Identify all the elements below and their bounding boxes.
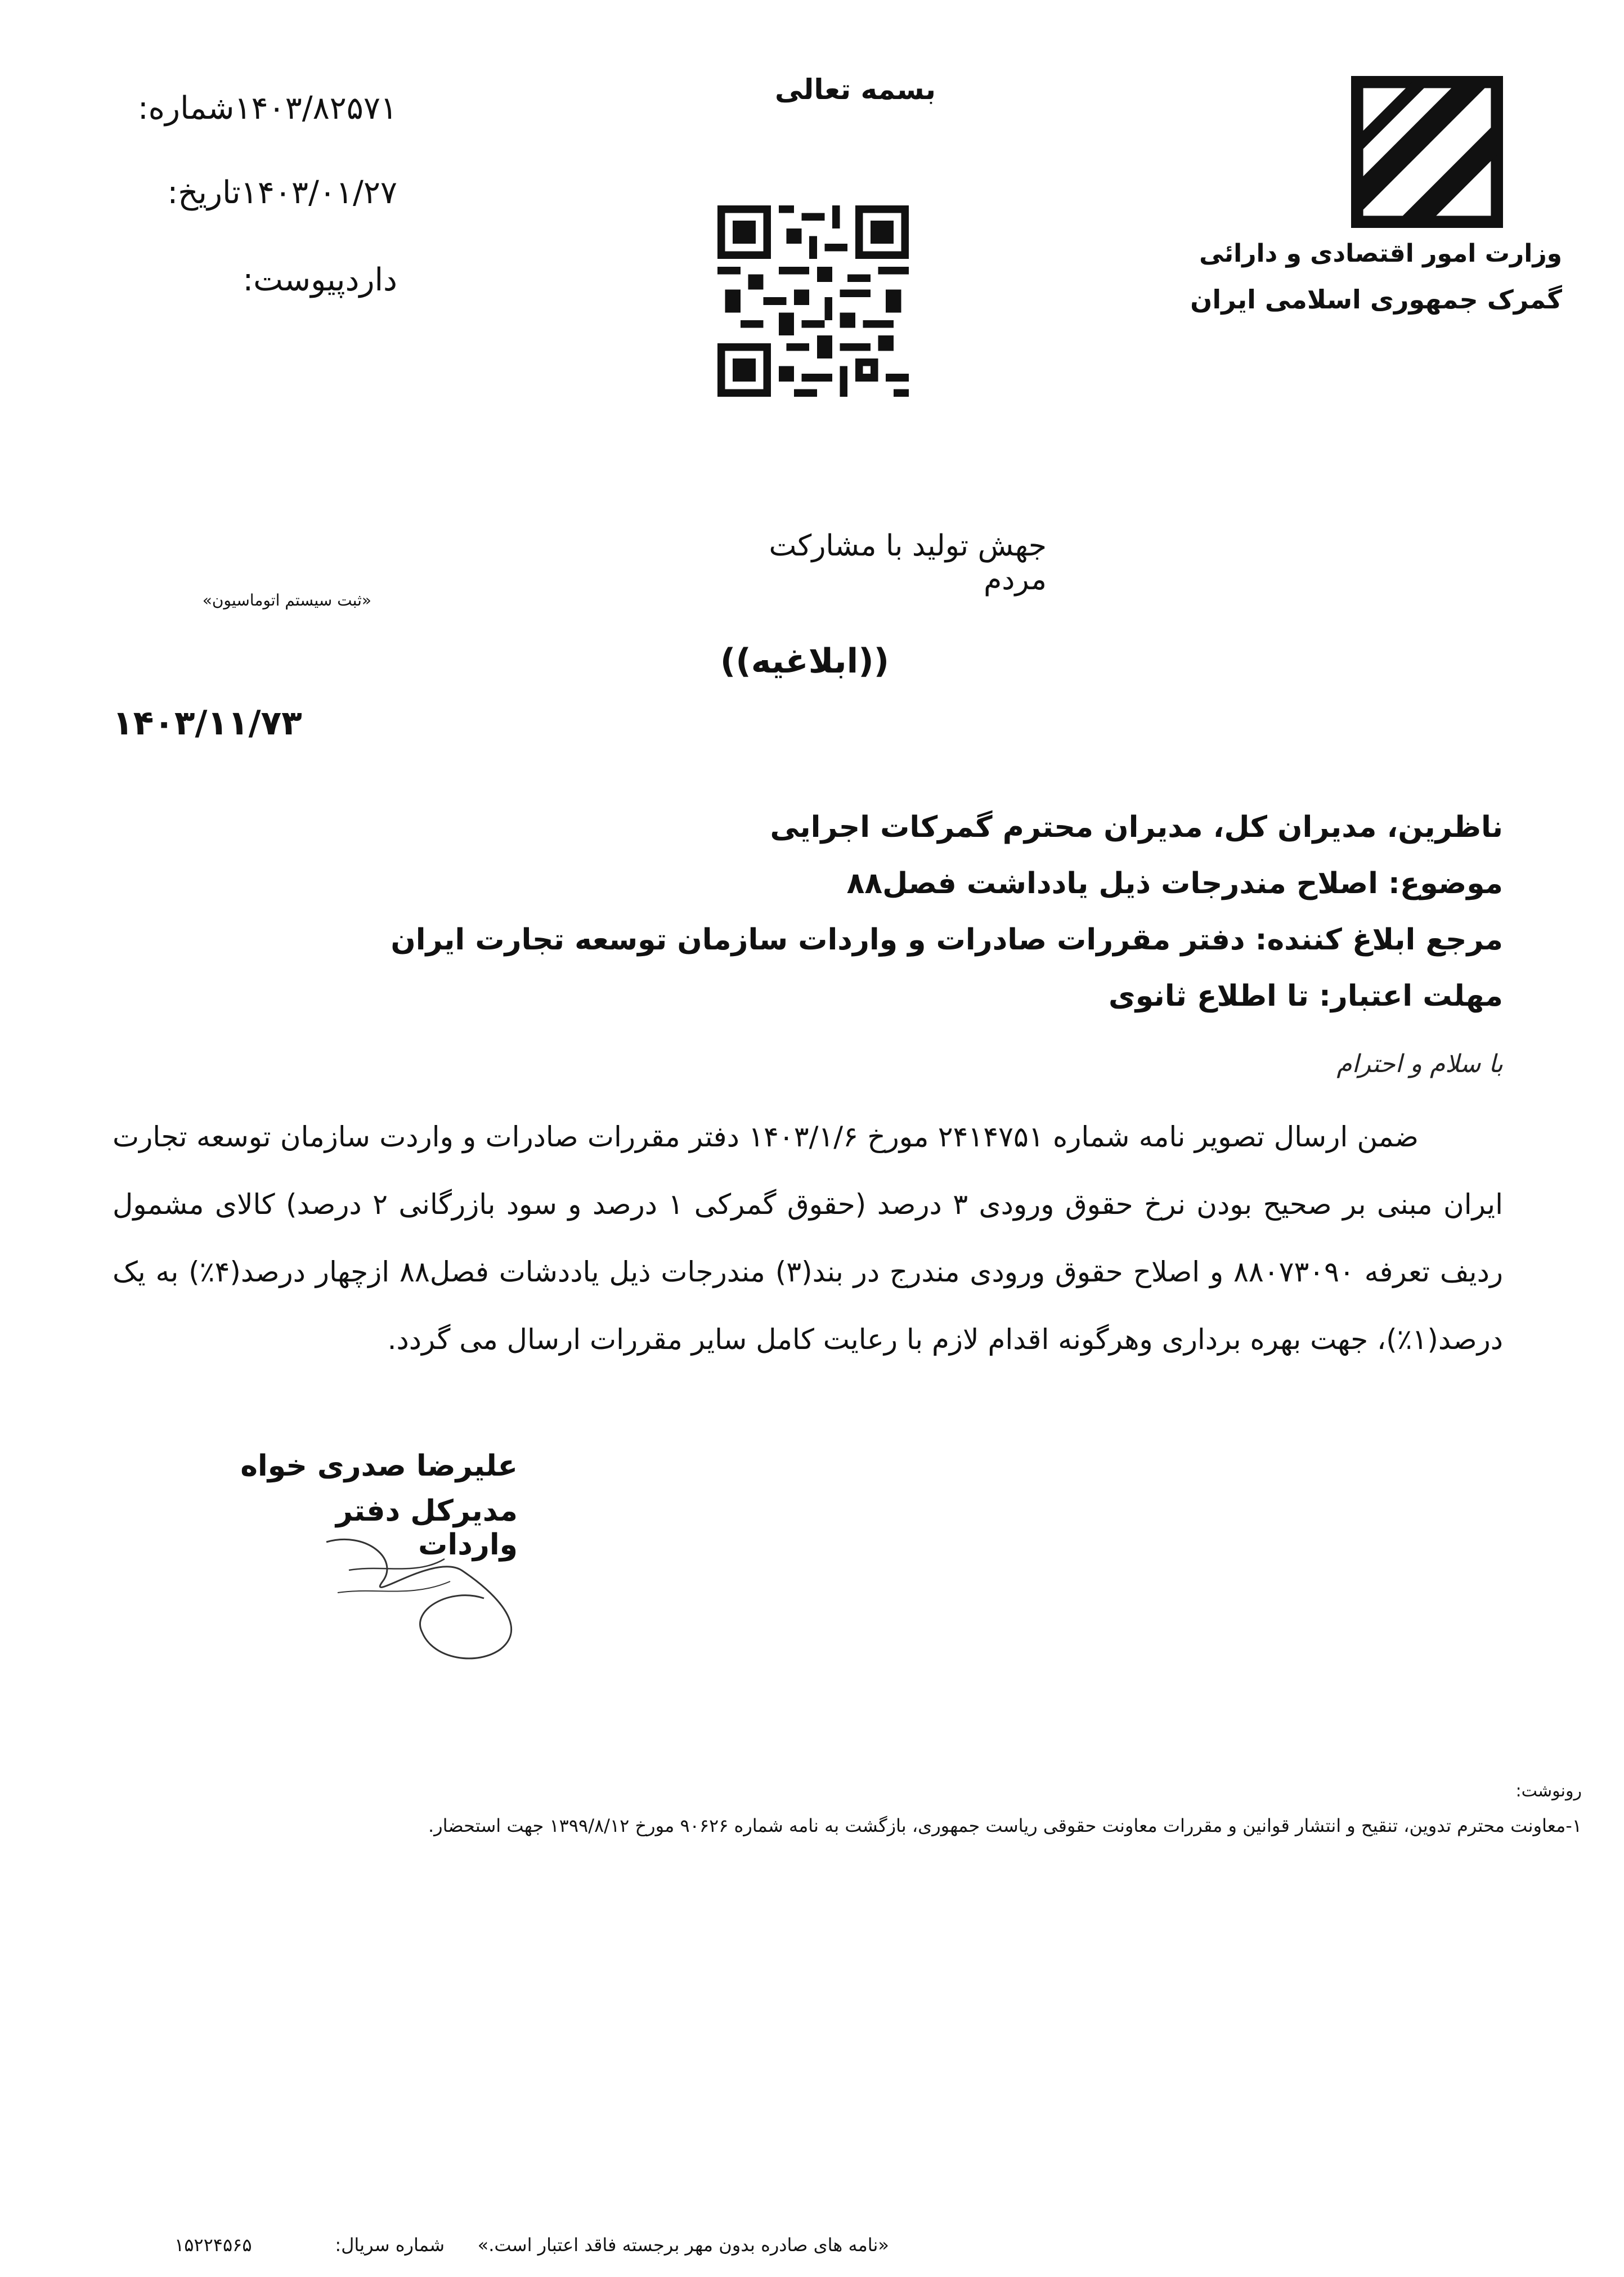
letter-date <box>48 174 397 211</box>
footer-note: «نامه های صادره بدون مهر برجسته فاقد اعتبار است.» <box>477 2234 889 2256</box>
notice-title: ((ابلاغیه)) <box>720 642 890 681</box>
letter-number-value: ۱۴۰۳/۸۲۵۷۱ <box>234 90 397 127</box>
signer-title: مدیرکل دفتر واردات <box>335 1494 518 1562</box>
cc-item: ۱-معاونت محترم تدوین، تنقیح و انتشار قوانین و مقررات معاونت حقوقی ریاست جمهوری، بازگشت به نامه شماره ۹۰۶۲۶ مورخ ۱۳۹۹/۸/۱۲ جهت استحضار. <box>428 1815 1582 1836</box>
letter-attachment-value: دارد <box>345 262 397 298</box>
letter-date-value: ۱۴۰۳/۰۱/۲۷ <box>240 174 397 211</box>
letter-date-label: تاریخ: <box>167 174 241 211</box>
letter-attachment <box>48 262 397 298</box>
letter-number-label: شماره: <box>137 90 235 127</box>
body-text: ضمن ارسال تصویر نامه شماره ۲۴۱۴۷۵۱ مورخ ۱۴۰۳/۱/۶ دفتر مقررات صادرات و واردت سازمان توسعه تجارت ایران مبنی بر صحیح بودن نرخ حقوق ورودی ۳ درصد (حقوق گمرکی ۱ درصد و سود بازرگانی ۲ درصد) کالای مشمول ردیف تعرفه ۸۸۰۷۳۰۹۰ و اصلاح حقوق ورودی مندرج در بند(۳) مندرجات ذیل یاددشات فصل۸۸ ازچهار درصد(۴٪) به یک درصد(۱٪)، جهت بهره برداری وهرگونه اقدام لازم با رعایت کامل سایر مقررات ارسال می گردد. <box>113 1120 1503 1356</box>
validity: مهلت اعتبار: تا اطلاع ثانوی <box>1109 979 1503 1013</box>
qr-code-icon <box>717 205 909 397</box>
automation-registration: «ثبت سیستم اتوماسیون» <box>202 591 371 609</box>
ministry-name: وزارت امور اقتصادی و دارائی <box>1199 239 1562 268</box>
recipients: ناظرین، مدیران کل، مدیران محترم گمرکات اجرایی <box>770 810 1503 844</box>
signer-name: علیرضا صدری خواه <box>240 1449 518 1483</box>
customs-logo-icon <box>1351 76 1503 228</box>
motto: جهش تولید با مشارکت مردم <box>769 529 1047 597</box>
signature-icon <box>315 1520 529 1666</box>
basmala: بسمه تعالی <box>774 73 936 106</box>
letter-number <box>48 90 397 127</box>
organization-name: گمرک جمهوری اسلامی ایران <box>1190 284 1562 315</box>
notice-number: ۱۴۰۳/۱۱/۷۳ <box>113 703 302 743</box>
reference: مرجع ابلاغ کننده: دفتر مقررات صادرات و واردات سازمان توسعه تجارت ایران <box>391 923 1503 957</box>
subject: موضوع: اصلاح مندرجات ذیل یادداشت فصل۸۸ <box>846 867 1503 900</box>
serial-label: شماره سریال: <box>335 2234 445 2256</box>
salutation: با سلام و احترام <box>1336 1050 1503 1078</box>
cc-label: رونوشت: <box>1515 1781 1582 1801</box>
serial-value: ۱۵۲۲۴۵۶۵ <box>174 2234 252 2256</box>
letter-attachment-label: پیوست: <box>243 262 346 298</box>
